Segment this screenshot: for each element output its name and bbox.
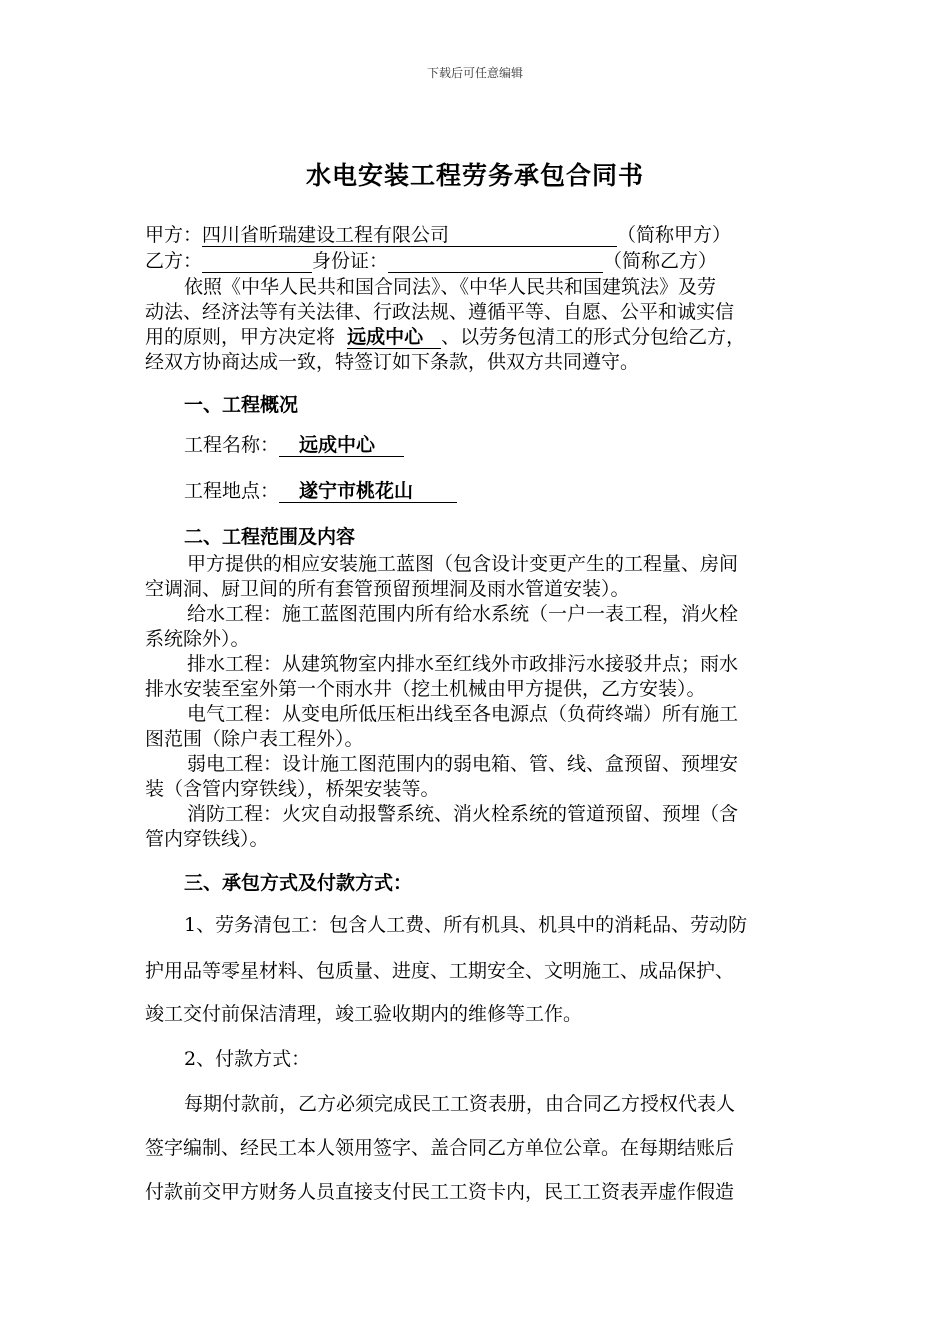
party-a-name: 四川省昕瑞建设工程有限公司 <box>202 224 617 247</box>
section-3-line: 每期付款前，乙方必须完成民工工资表册，由合同乙方授权代表人 <box>184 1093 736 1115</box>
page-header: 下载后可任意编辑 <box>426 66 523 80</box>
section-2-line: 空调洞、厨卫间的所有套管预留预埋洞及雨水管道安装）。 <box>145 578 630 600</box>
document-title: 水电安装工程劳务承包合同书 <box>305 161 644 190</box>
project-location-line: 工程地点： 遂宁市桃花山 <box>184 478 457 504</box>
section-2-line: 管内穿铁线）。 <box>145 828 269 850</box>
project-name-line: 工程名称： 远成中心 <box>184 432 404 458</box>
section-2-line: 弱电工程：设计施工图范围内的弱电箱、管、线、盒预留、预埋安 <box>187 753 739 775</box>
intro-project-name: 远成中心 <box>347 326 441 349</box>
section-2-line: 排水工程：从建筑物室内排水至红线外市政排污水接驳井点；雨水 <box>187 653 739 675</box>
party-b-suffix: （简称乙方） <box>603 250 718 272</box>
party-b-label: 乙方： <box>145 250 203 272</box>
section-3-line: 竣工交付前保洁清理，竣工验收期内的维修等工作。 <box>145 1003 583 1025</box>
intro-line-1: 依照《中华人民共和国合同法》、《中华人民共和国建筑法》及劳 <box>184 276 717 298</box>
section-2-line: 排水安装至室外第一个雨水井（挖土机械由甲方提供，乙方安装）。 <box>145 678 706 700</box>
intro-line-2: 动法、经济法等有关法律、行政法规、遵循平等、自愿、公平和诚实信 <box>145 301 735 323</box>
intro-line-3: 用的原则，甲方决定将 远成中心 、以劳务包清工的形式分包给乙方， <box>145 326 746 348</box>
section-3-line: 签字编制、经民工本人领用签字、盖合同乙方单位公章。在每期结账后 <box>145 1137 735 1159</box>
party-b-line <box>145 248 717 274</box>
party-b-name-blank <box>202 250 312 273</box>
party-a-line <box>145 222 731 248</box>
party-b-id-label: 身份证： <box>312 250 389 272</box>
section-2-line: 给水工程：施工蓝图范围内所有给水系统（一户一表工程，消火栓 <box>187 603 739 625</box>
section-3-line: 护用品等零星材料、包质量、进度、工期安全、文明施工、成品保护、 <box>145 960 735 982</box>
section-2-line: 装（含管内穿铁线），桥架安装等。 <box>145 778 440 800</box>
section-2-heading: 二、工程范围及内容 <box>184 526 356 548</box>
section-2-line: 电气工程：从变电所低压柜出线至各电源点（负荷终端）所有施工 <box>187 703 739 725</box>
section-3-line: 付款前交甲方财务人员直接支付民工工资卡内，民工工资表弄虚作假造 <box>145 1181 735 1203</box>
section-2-line: 甲方提供的相应安装施工蓝图（包含设计变更产生的工程量、房间 <box>187 553 739 575</box>
project-location-value: 遂宁市桃花山 <box>279 480 457 503</box>
party-b-id-blank <box>388 250 603 273</box>
party-a-suffix: （简称甲方） <box>617 224 732 246</box>
section-3-heading: 三、承包方式及付款方式： <box>184 872 413 894</box>
party-a-label: 甲方： <box>145 224 203 246</box>
section-2-line: 消防工程：火灾自动报警系统、消火栓系统的管道预留、预埋（含 <box>187 803 739 825</box>
intro-line-4: 经双方协商达成一致，特签订如下条款，供双方共同遵守。 <box>145 351 640 373</box>
section-2-line: 系统除外）。 <box>145 628 250 650</box>
project-name-value: 远成中心 <box>279 434 404 457</box>
section-3-line: 1、劳务清包工：包含人工费、所有机具、机具中的消耗品、劳动防 <box>184 914 748 936</box>
section-3-line: 2、付款方式： <box>184 1048 311 1070</box>
section-2-line: 图范围（除户表工程外）。 <box>145 728 364 750</box>
section-1-heading: 一、工程概况 <box>184 394 299 416</box>
